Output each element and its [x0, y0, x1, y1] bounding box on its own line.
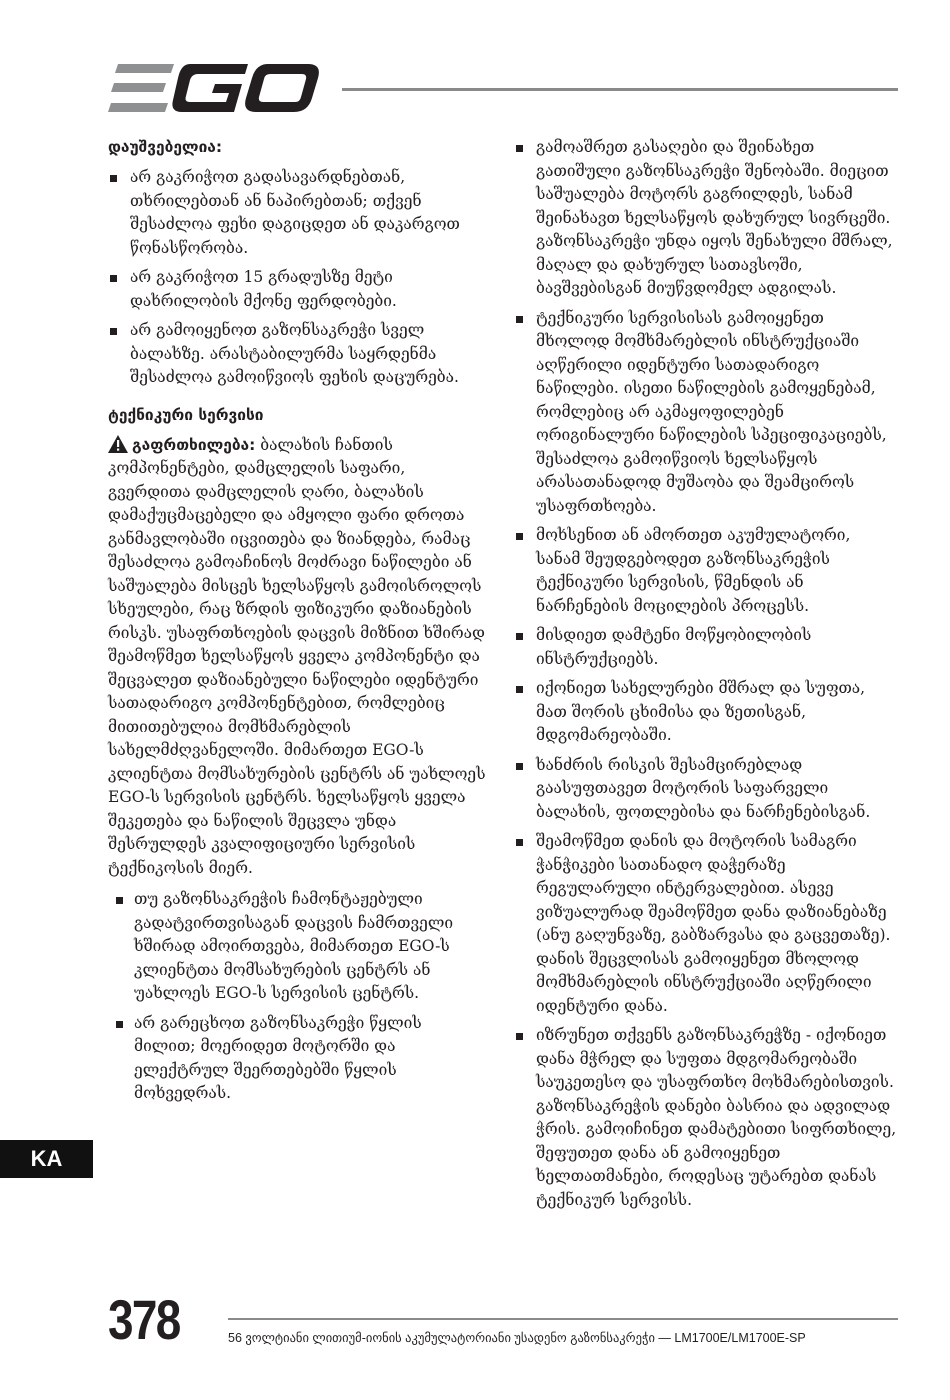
footer-text: 56 ვოლტიანი ლითიუმ-იონის აკუმულატორიანი უსადენო გაზონსაკრეჭი — LM1700E/LM1700E-SP: [228, 1331, 806, 1345]
section-heading-prohibited: დაუშვებელია:: [108, 138, 223, 156]
language-tab: KA: [0, 1140, 93, 1178]
page-number: 378: [108, 1288, 180, 1351]
maintenance-list-continued: [514, 136, 898, 1212]
right-column: [514, 136, 898, 1218]
list-item: იქონიეთ სახელურები მშრალ და სუფთა, მათ შორის ცხიმისა და ზეთისგან, მდგომარეობაში.: [514, 677, 898, 748]
list-item: არ გაკრიჭოთ 15 გრადუსზე მეტი დახრილობის მქონე ფერდობები.: [108, 266, 486, 313]
warning-text: ბალახის ჩანთის კომპონენტები, დამცლელის საფარი, გვერდითა დამცლელის ღარი, ბალახის დამაქუცმაცებელი და ამყოლი ფარი დროთა განმავლობაში იცვითება და ზიანდება, რამაც შესაძლოა გამოაჩინოს მოძრავი ნაწილები ან საშუალება მისცეს ხელსაწყოს გამოისროლოს სხეულები, რაც ზრდის ფიზიკური დაზიანების რისკს. უსაფრთხოების დაცვის მიზნით ხშირად შეამოწმეთ ხელსაწყოს ყველა კომპონენტი და შეცვალეთ დაზიანებული ნაწილები იდენტური სათადარიგო კომპონენტებით, რომლებიც მითითებულია მომხმარებლის სახელმძღვანელოში. მიმართეთ EGO-ს კლიენტთა მომსახურების ცენტრს ან უახლოეს EGO-ს სერვისის ცენტრს. ხელსაწყოს ყველა შეკეთება და ნაწილის შეცვლა უნდა შესრულდეს კვალიფიციური სერვისის ტექნიკოსის მიერ.: [108, 435, 486, 877]
list-item: მოხსენით ან ამორთეთ აკუმულატორი, სანამ შეუდგებოდეთ გაზონსაკრეჭის ტექნიკური სერვისის, წმენდის ან ნარჩენების მოცილების პროცესს.: [514, 524, 898, 618]
header-rule: [342, 88, 898, 91]
warning-triangle-icon: [108, 435, 128, 453]
footer-rule: [228, 1318, 898, 1320]
list-item: არ გაკრიჭოთ გადასავარდნებთან, თხრილებთან ან ნაპირებთან; თქვენ შესაძლოა ფეხი დაგიცდეთ ან დაკარგოთ წონასწორობა.: [108, 166, 486, 260]
section-heading-maintenance: ტექნიკური სერვისი: [108, 405, 264, 424]
prohibited-list: [108, 166, 486, 390]
list-item: გამოაშრეთ გასაღები და შეინახეთ გათიშული გაზონსაკრეჭი შენობაში. მიეცით საშუალება მოტორს გაგრილდეს, სანამ შეინახავთ ხელსაწყოს დახურულ სივრცეში. გაზონსაკრეჭი უნდა იყოს შენახული მშრალ, მაღალ და დახურულ სათავსოში, ბავშვებისგან მიუწვდომელ ადგილას.: [514, 136, 898, 301]
list-item: შეამოწმეთ დანის და მოტორის სამაგრი ჭანჭიკები სათანადო დაჭერაზე რეგულარული ინტერვალებით. ასევე ვიზუალურად შეამოწმეთ დანა დაზიანებაზე (ანუ გაღუნვაზე, გაბზარვასა და გაცვეთაზე). დანის შეცვლისას გამოიყენეთ მხოლოდ მომხმარებლის ინსტრუქციაში აღწერილი იდენტური დანა.: [514, 830, 898, 1018]
list-item: თუ გაზონსაკრეჭის ჩამონტაჟებული გადატვირთვისაგან დაცვის ჩამრთველი ხშირად ამოირთვება, მიმართეთ EGO-ს კლიენტთა მომსახურების ცენტრს ან უახლოეს EGO-ს სერვისის ცენტრს.: [108, 888, 486, 1006]
list-item: ტექნიკური სერვისისას გამოიყენეთ მხოლოდ მომხმარებლის ინსტრუქციაში აღწერილი იდენტური სათადარიგო ნაწილები. ისეთი ნაწილების გამოყენებამ, რომლებიც არ აკმაყოფილებენ ორიგინალური ნაწილების სპეციფიკაციებს, შესაძლოა გამოიწვიოს ხელსაწყოს არასათანადოდ მუშაობა და შეამციროს უსაფრთხოება.: [514, 307, 898, 519]
list-item: არ გამოიყენოთ გაზონსაკრეჭი სველ ბალახზე. არასტაბილურმა საყრდენმა შესაძლოა გამოიწვიოს ფეხის დაცურება.: [108, 319, 486, 390]
maintenance-list: [108, 888, 486, 1106]
list-item: არ გარეცხოთ გაზონსაკრეჭი წყლის მილით; მოერიდეთ მოტორში და ელექტრულ შეერთებებში წყლის მოხვედრას.: [108, 1012, 486, 1106]
warning-label: გაფრთხილება:: [132, 435, 256, 454]
ego-logo: [108, 62, 320, 114]
left-column: [108, 136, 486, 1112]
list-item: მისდიეთ დამტენი მოწყობილობის ინსტრუქციებს.: [514, 624, 898, 671]
warning-paragraph: [108, 434, 486, 881]
list-item: იზრუნეთ თქვენს გაზონსაკრეჭზე - იქონიეთ დანა მჭრელ და სუფთა მდგომარეობაში საუკეთესო და უსაფრთხო მოხმარებისთვის. გაზონსაკრეჭის დანები ბასრია და ადვილად ჭრის. გამოიჩინეთ დამატებითი სიფრთხილე, შეფუთეთ დანა ან გამოიყენეთ ხელთათმანები, როდესაც უტარებთ დანას ტექნიკურ სერვისს.: [514, 1024, 898, 1212]
list-item: ხანძრის რისკის შესამცირებლად გაასუფთავეთ მოტორის საფარველი ბალახის, ფოთლებისა და ნარჩენებისგან.: [514, 754, 898, 825]
